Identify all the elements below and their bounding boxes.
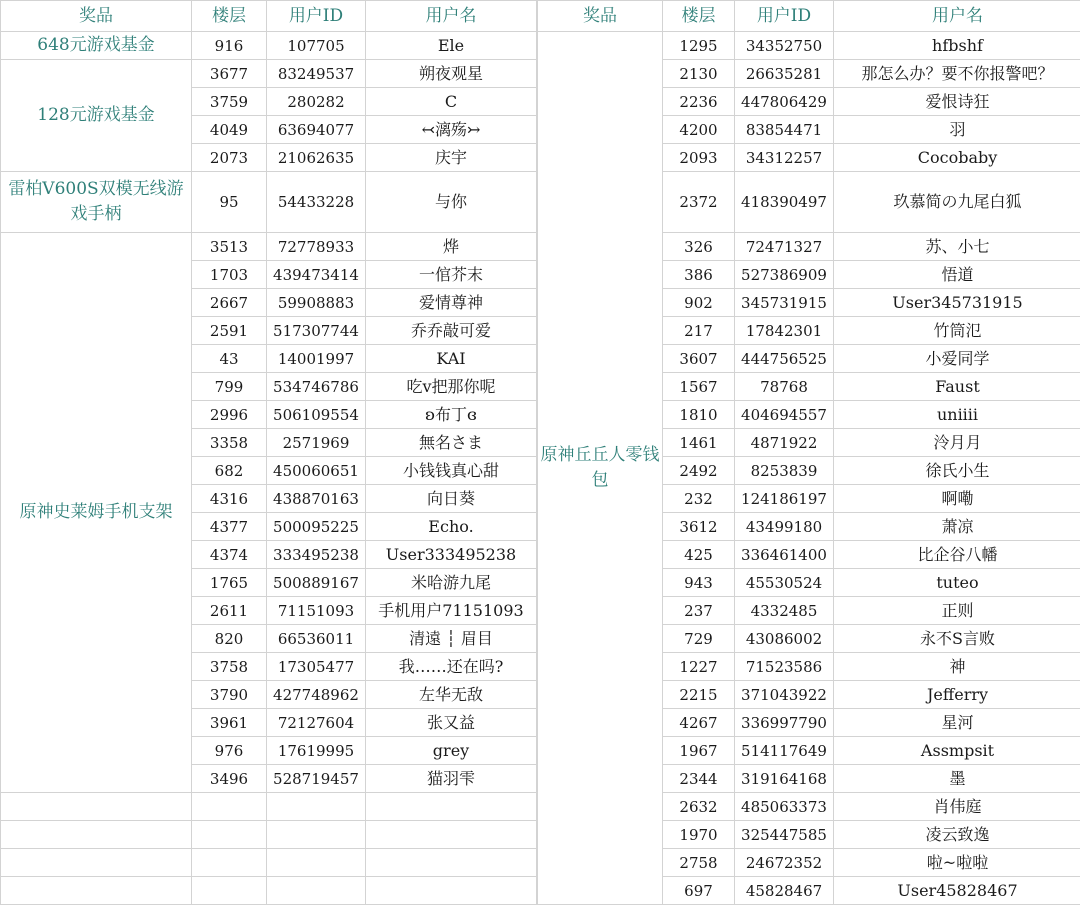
floor-cell: 820: [192, 625, 267, 653]
empty-cell: [1, 849, 192, 877]
left-body: [1, 32, 537, 905]
username-cell: grey: [366, 737, 537, 765]
user-id-cell: 345731915: [735, 289, 834, 317]
floor-cell: 43: [192, 345, 267, 373]
user-id-cell: 26635281: [735, 60, 834, 88]
user-id-cell: 83854471: [735, 116, 834, 144]
username-cell: User45828467: [834, 877, 1080, 905]
username-cell: ʚ布丁ɞ: [366, 401, 537, 429]
username-cell: 星河: [834, 709, 1080, 737]
header-prize: 奖品: [1, 1, 192, 32]
username-cell: 左华无敌: [366, 681, 537, 709]
empty-cell: [192, 793, 267, 821]
floor-cell: 1461: [663, 429, 735, 457]
header-user-id: 用户ID: [267, 1, 366, 32]
floor-cell: 425: [663, 541, 735, 569]
user-id-cell: 17305477: [267, 653, 366, 681]
username-cell: 正则: [834, 597, 1080, 625]
user-id-cell: 444756525: [735, 345, 834, 373]
table-row: [1, 60, 537, 88]
floor-cell: 4374: [192, 541, 267, 569]
floor-cell: 3759: [192, 88, 267, 116]
username-cell: Jefferry: [834, 681, 1080, 709]
empty-cell: [267, 793, 366, 821]
username-cell: hfbshf: [834, 32, 1080, 60]
username-cell: ↢漓殇↣: [366, 116, 537, 144]
username-cell: 一倌芥末: [366, 261, 537, 289]
floor-cell: 2996: [192, 401, 267, 429]
table-row: [1, 233, 537, 261]
prize-cell: 原神丘丘人零钱包: [538, 32, 663, 905]
floor-cell: 1227: [663, 653, 735, 681]
floor-cell: 697: [663, 877, 735, 905]
floor-cell: 3513: [192, 233, 267, 261]
empty-row: [1, 849, 537, 877]
header-row: [1, 1, 537, 32]
username-cell: KAI: [366, 345, 537, 373]
user-id-cell: 8253839: [735, 457, 834, 485]
empty-cell: [1, 877, 192, 905]
floor-cell: 3607: [663, 345, 735, 373]
username-cell: 肖伟庭: [834, 793, 1080, 821]
username-cell: 爱情尊神: [366, 289, 537, 317]
floor-cell: 943: [663, 569, 735, 597]
user-id-cell: 4871922: [735, 429, 834, 457]
username-cell: tuteo: [834, 569, 1080, 597]
header-row: [538, 1, 1080, 32]
user-id-cell: 336997790: [735, 709, 834, 737]
floor-cell: 232: [663, 485, 735, 513]
empty-cell: [267, 821, 366, 849]
username-cell: 永不S言败: [834, 625, 1080, 653]
floor-cell: 1967: [663, 737, 735, 765]
right-body: [538, 32, 1080, 905]
empty-cell: [366, 793, 537, 821]
empty-cell: [192, 821, 267, 849]
username-cell: 竹筒氾: [834, 317, 1080, 345]
username-cell: 徐氏小生: [834, 457, 1080, 485]
username-cell: 乔乔敲可爱: [366, 317, 537, 345]
empty-cell: [366, 821, 537, 849]
user-id-cell: 59908883: [267, 289, 366, 317]
empty-row: [1, 877, 537, 905]
user-id-cell: 45828467: [735, 877, 834, 905]
username-cell: User333495238: [366, 541, 537, 569]
floor-cell: 4049: [192, 116, 267, 144]
username-cell: 萧凉: [834, 513, 1080, 541]
username-cell: 小爱同学: [834, 345, 1080, 373]
user-id-cell: 43499180: [735, 513, 834, 541]
floor-cell: 916: [192, 32, 267, 60]
header-username: 用户名: [366, 1, 537, 32]
floor-cell: 729: [663, 625, 735, 653]
username-cell: 墨: [834, 765, 1080, 793]
floor-cell: 4377: [192, 513, 267, 541]
username-cell: 我……还在吗?: [366, 653, 537, 681]
username-cell: 苏、小七: [834, 233, 1080, 261]
table-row: [1, 172, 537, 233]
empty-row: [1, 793, 537, 821]
prize-cell: 648元游戏基金: [1, 32, 192, 60]
username-cell: uniiii: [834, 401, 1080, 429]
floor-cell: 1703: [192, 261, 267, 289]
empty-cell: [366, 877, 537, 905]
user-id-cell: 72127604: [267, 709, 366, 737]
empty-row: [1, 821, 537, 849]
user-id-cell: 24672352: [735, 849, 834, 877]
floor-cell: 1295: [663, 32, 735, 60]
user-id-cell: 72778933: [267, 233, 366, 261]
user-id-cell: 336461400: [735, 541, 834, 569]
username-cell: 吃v把那你呢: [366, 373, 537, 401]
user-id-cell: 107705: [267, 32, 366, 60]
floor-cell: 1765: [192, 569, 267, 597]
header-user-id: 用户ID: [735, 1, 834, 32]
username-cell: 無名さま: [366, 429, 537, 457]
user-id-cell: 280282: [267, 88, 366, 116]
floor-cell: 3677: [192, 60, 267, 88]
user-id-cell: 500889167: [267, 569, 366, 597]
user-id-cell: 527386909: [735, 261, 834, 289]
username-cell: Assmpsit: [834, 737, 1080, 765]
username-cell: 爱恨诗狂: [834, 88, 1080, 116]
floor-cell: 2344: [663, 765, 735, 793]
username-cell: 朔夜观星: [366, 60, 537, 88]
floor-cell: 4316: [192, 485, 267, 513]
user-id-cell: 63694077: [267, 116, 366, 144]
user-id-cell: 427748962: [267, 681, 366, 709]
user-id-cell: 45530524: [735, 569, 834, 597]
user-id-cell: 17842301: [735, 317, 834, 345]
username-cell: 啊嘞: [834, 485, 1080, 513]
floor-cell: 1567: [663, 373, 735, 401]
floor-cell: 2372: [663, 172, 735, 233]
user-id-cell: 66536011: [267, 625, 366, 653]
user-id-cell: 506109554: [267, 401, 366, 429]
user-id-cell: 325447585: [735, 821, 834, 849]
username-cell: 庆宇: [366, 144, 537, 172]
floor-cell: 2591: [192, 317, 267, 345]
table-row: [1, 32, 537, 60]
empty-cell: [366, 849, 537, 877]
username-cell: Ele: [366, 32, 537, 60]
floor-cell: 3612: [663, 513, 735, 541]
floor-cell: 2093: [663, 144, 735, 172]
user-id-cell: 78768: [735, 373, 834, 401]
user-id-cell: 404694557: [735, 401, 834, 429]
user-id-cell: 500095225: [267, 513, 366, 541]
floor-cell: 3496: [192, 765, 267, 793]
empty-cell: [192, 849, 267, 877]
floor-cell: 2236: [663, 88, 735, 116]
user-id-cell: 333495238: [267, 541, 366, 569]
floor-cell: 3961: [192, 709, 267, 737]
user-id-cell: 124186197: [735, 485, 834, 513]
floor-cell: 2492: [663, 457, 735, 485]
floor-cell: 4267: [663, 709, 735, 737]
floor-cell: 2667: [192, 289, 267, 317]
user-id-cell: 4332485: [735, 597, 834, 625]
winners-table-right: [537, 0, 1080, 905]
user-id-cell: 517307744: [267, 317, 366, 345]
floor-cell: 2073: [192, 144, 267, 172]
username-cell: 悟道: [834, 261, 1080, 289]
user-id-cell: 34352750: [735, 32, 834, 60]
user-id-cell: 71523586: [735, 653, 834, 681]
user-id-cell: 17619995: [267, 737, 366, 765]
floor-cell: 95: [192, 172, 267, 233]
floor-cell: 976: [192, 737, 267, 765]
user-id-cell: 528719457: [267, 765, 366, 793]
user-id-cell: 438870163: [267, 485, 366, 513]
empty-cell: [267, 849, 366, 877]
floor-cell: 1970: [663, 821, 735, 849]
header-floor: 楼层: [192, 1, 267, 32]
floor-cell: 2632: [663, 793, 735, 821]
header-floor: 楼层: [663, 1, 735, 32]
user-id-cell: 34312257: [735, 144, 834, 172]
user-id-cell: 2571969: [267, 429, 366, 457]
prize-cell: 雷柏V600S双模无线游戏手柄: [1, 172, 192, 233]
user-id-cell: 534746786: [267, 373, 366, 401]
floor-cell: 682: [192, 457, 267, 485]
user-id-cell: 514117649: [735, 737, 834, 765]
floor-cell: 2611: [192, 597, 267, 625]
username-cell: 羽: [834, 116, 1080, 144]
floor-cell: 2215: [663, 681, 735, 709]
floor-cell: 217: [663, 317, 735, 345]
user-id-cell: 418390497: [735, 172, 834, 233]
empty-cell: [1, 793, 192, 821]
user-id-cell: 21062635: [267, 144, 366, 172]
user-id-cell: 319164168: [735, 765, 834, 793]
username-cell: Cocobaby: [834, 144, 1080, 172]
floor-cell: 799: [192, 373, 267, 401]
user-id-cell: 371043922: [735, 681, 834, 709]
user-id-cell: 43086002: [735, 625, 834, 653]
user-id-cell: 485063373: [735, 793, 834, 821]
username-cell: 啦~啦啦: [834, 849, 1080, 877]
empty-cell: [267, 877, 366, 905]
floor-cell: 3758: [192, 653, 267, 681]
username-cell: 小钱钱真心甜: [366, 457, 537, 485]
username-cell: 神: [834, 653, 1080, 681]
username-cell: 凌云致逸: [834, 821, 1080, 849]
floor-cell: 326: [663, 233, 735, 261]
username-cell: 比企谷八幡: [834, 541, 1080, 569]
username-cell: 猫羽雫: [366, 765, 537, 793]
header-username: 用户名: [834, 1, 1080, 32]
username-cell: 泠月月: [834, 429, 1080, 457]
user-id-cell: 14001997: [267, 345, 366, 373]
header-prize: 奖品: [538, 1, 663, 32]
floor-cell: 386: [663, 261, 735, 289]
floor-cell: 3790: [192, 681, 267, 709]
username-cell: C: [366, 88, 537, 116]
username-cell: 与你: [366, 172, 537, 233]
username-cell: 清遠 ┆ 眉目: [366, 625, 537, 653]
empty-cell: [192, 877, 267, 905]
username-cell: 烨: [366, 233, 537, 261]
username-cell: Faust: [834, 373, 1080, 401]
table-row: [538, 32, 1080, 60]
floor-cell: 237: [663, 597, 735, 625]
username-cell: 玖慕简の九尾白狐: [834, 172, 1080, 233]
user-id-cell: 447806429: [735, 88, 834, 116]
prize-cell: 128元游戏基金: [1, 60, 192, 172]
prize-cell: 原神史莱姆手机支架: [1, 233, 192, 793]
user-id-cell: 71151093: [267, 597, 366, 625]
floor-cell: 3358: [192, 429, 267, 457]
floor-cell: 1810: [663, 401, 735, 429]
winners-table-left: [0, 0, 537, 905]
empty-cell: [1, 821, 192, 849]
floor-cell: 2130: [663, 60, 735, 88]
username-cell: User345731915: [834, 289, 1080, 317]
username-cell: 向日葵: [366, 485, 537, 513]
username-cell: Echo.: [366, 513, 537, 541]
user-id-cell: 54433228: [267, 172, 366, 233]
username-cell: 那怎么办？要不你报警吧？: [834, 60, 1080, 88]
user-id-cell: 450060651: [267, 457, 366, 485]
user-id-cell: 439473414: [267, 261, 366, 289]
username-cell: 张又益: [366, 709, 537, 737]
floor-cell: 2758: [663, 849, 735, 877]
username-cell: 米哈游九尾: [366, 569, 537, 597]
user-id-cell: 72471327: [735, 233, 834, 261]
user-id-cell: 83249537: [267, 60, 366, 88]
floor-cell: 902: [663, 289, 735, 317]
floor-cell: 4200: [663, 116, 735, 144]
username-cell: 手机用户71151093: [366, 597, 537, 625]
